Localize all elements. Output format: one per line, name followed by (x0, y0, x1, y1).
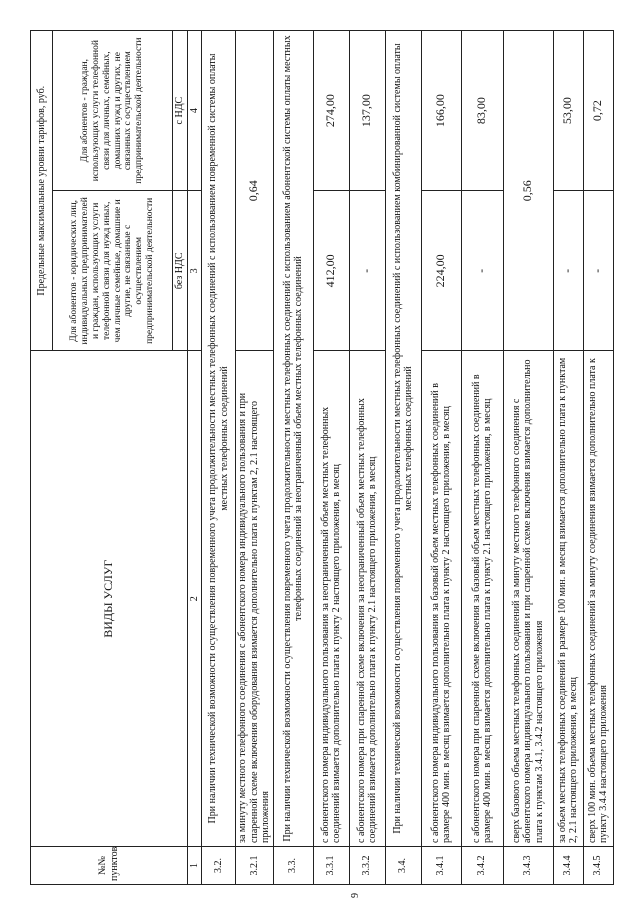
section-row (385, 31, 421, 885)
row-number: 3.2.1 (236, 846, 274, 884)
row-tariff-merged: 0,56 (503, 31, 553, 351)
row-service-text: При наличии технической возможности осуществления повременного учета продолжительности местных телефонных соединений с использованием повременной системы оплаты местных телефонных соединений (202, 31, 236, 847)
row-tariff-without-vat: - (583, 191, 613, 351)
table-body (202, 31, 614, 885)
row-service-text: При наличии технической возможности осуществления повременного учета продолжительности местных телефонных соединений с использованием комбинированной системы оплаты местных телефонных соединений (385, 31, 421, 847)
row-number: 3.4.4 (553, 846, 583, 884)
header-col4-description: Для абонентов - граждан, использующих услуги телефонной связи для личных, семейных, домашних нужд и других, не связанных с осуществлением предпринимательской деятельности (53, 31, 173, 191)
row-service-text: за объем местных телефонных соединений в размере 100 мин. в месяц взимается дополнительно плата к пунктам 2, 2.1 настоящего приложения, в месяц (553, 351, 583, 847)
row-service-text: с абонентского номера при спаренной схеме включения за неограниченный объем местных телефонных соединений взимается дополнительно плата к пункту 2.1 настоящего приложения, в месяц (349, 351, 385, 847)
row-number: 3.4.5 (583, 846, 613, 884)
row-tariff-with-vat: 53,00 (553, 31, 583, 191)
row-service-text: с абонентского номера при спаренной схеме включения за базовый объем местных телефонных соединений в размере 400 мин. в месяц взимается дополнительно плата к пункту 2.1 настоящего приложения, в месяц (461, 351, 503, 847)
row-number: 3.2. (202, 846, 236, 884)
section-row (273, 31, 313, 885)
row-number: 3.3. (273, 846, 313, 884)
row-number: 3.4.3 (503, 846, 553, 884)
table-row (236, 31, 274, 885)
column-index-4: 4 (187, 31, 202, 191)
column-index-3: 3 (187, 191, 202, 351)
header-col3-description: Для абонентов - юридических лиц, индивидуальных предпринимателей и граждан, использующих услуги телефонной связи для нужд иных, чем личные семейные, домашние и другие, не связанные с осуществлением предпринимательской деятельности (53, 191, 173, 351)
row-tariff-merged: 0,64 (236, 31, 274, 351)
row-tariff-with-vat: 137,00 (349, 31, 385, 191)
row-service-text: сверх 100 мин. объема местных телефонных соединений за минуту соединения взимается дополнительно плата к пункту 3.4.4 настоящего приложения (583, 351, 613, 847)
section-row (202, 31, 236, 885)
page-number: 9 (350, 893, 361, 898)
column-index-1: 1 (187, 846, 202, 884)
row-service-text: сверх базового объема местных телефонных соединений за минуту местного телефонного соединения с абонентского номера индивидуального пользования и при спаренной схеме включения взимается дополнительно плата к пунктам 3.4.1, 3.4.2 настоящего приложения (503, 351, 553, 847)
table-row (421, 31, 461, 885)
row-service-text: с абонентского номера индивидуального пользования за неограниченный объем местных телефонных соединений взимается дополнительно плата к пункту 2 настоящего приложения, в месяц (313, 351, 349, 847)
row-tariff-with-vat: 83,00 (461, 31, 503, 191)
row-service-text: При наличии технической возможности осуществления повременного учета продолжительности местных телефонных соединений с использованием абонентской системы оплаты местных телефонных соединений за неограниченный объем местных телефонных соединений (273, 31, 313, 847)
table-row (461, 31, 503, 885)
header-col3-vat: без НДС (173, 191, 188, 351)
table-row (583, 31, 613, 885)
tariff-table-rotated (30, 30, 630, 885)
row-number: 3.3.2 (349, 846, 385, 884)
row-number: 3.4.2 (461, 846, 503, 884)
row-tariff-without-vat: 412,00 (313, 191, 349, 351)
row-number: 3.3.1 (313, 846, 349, 884)
table-row (313, 31, 349, 885)
header-col4-vat: с НДС (173, 31, 188, 191)
header-col-tariff: Предельные максимальные уровни тарифов, руб. (31, 31, 53, 351)
row-tariff-with-vat: 166,00 (421, 31, 461, 191)
header-col-number: №№ пунктов (31, 846, 188, 884)
table-row (349, 31, 385, 885)
row-number: 3.4.1 (421, 846, 461, 884)
row-tariff-without-vat: - (461, 191, 503, 351)
row-service-text: с абонентского номера индивидуального пользования за базовый объем местных телефонных соединений в размере 400 мин. в месяц взимается дополнительно плата к пункту 2 настоящего приложения, в месяц (421, 351, 461, 847)
table-row (553, 31, 583, 885)
row-tariff-without-vat: - (349, 191, 385, 351)
row-tariff-with-vat: 0,72 (583, 31, 613, 191)
tariff-table (30, 30, 614, 885)
row-tariff-without-vat: 224,00 (421, 191, 461, 351)
table-row (503, 31, 553, 885)
row-service-text: за минуту местного телефонного соединения с абонентского номера индивидуального пользования и при спаренной схеме включения оборудования взимается дополнительно плата к пунктам 2, 2.1 настоящего приложения (236, 351, 274, 847)
row-number: 3.4. (385, 846, 421, 884)
header-col-services: ВИДЫ УСЛУГ (31, 351, 188, 847)
row-tariff-with-vat: 274,00 (313, 31, 349, 191)
row-tariff-without-vat: - (553, 191, 583, 351)
column-index-2: 2 (187, 351, 202, 847)
